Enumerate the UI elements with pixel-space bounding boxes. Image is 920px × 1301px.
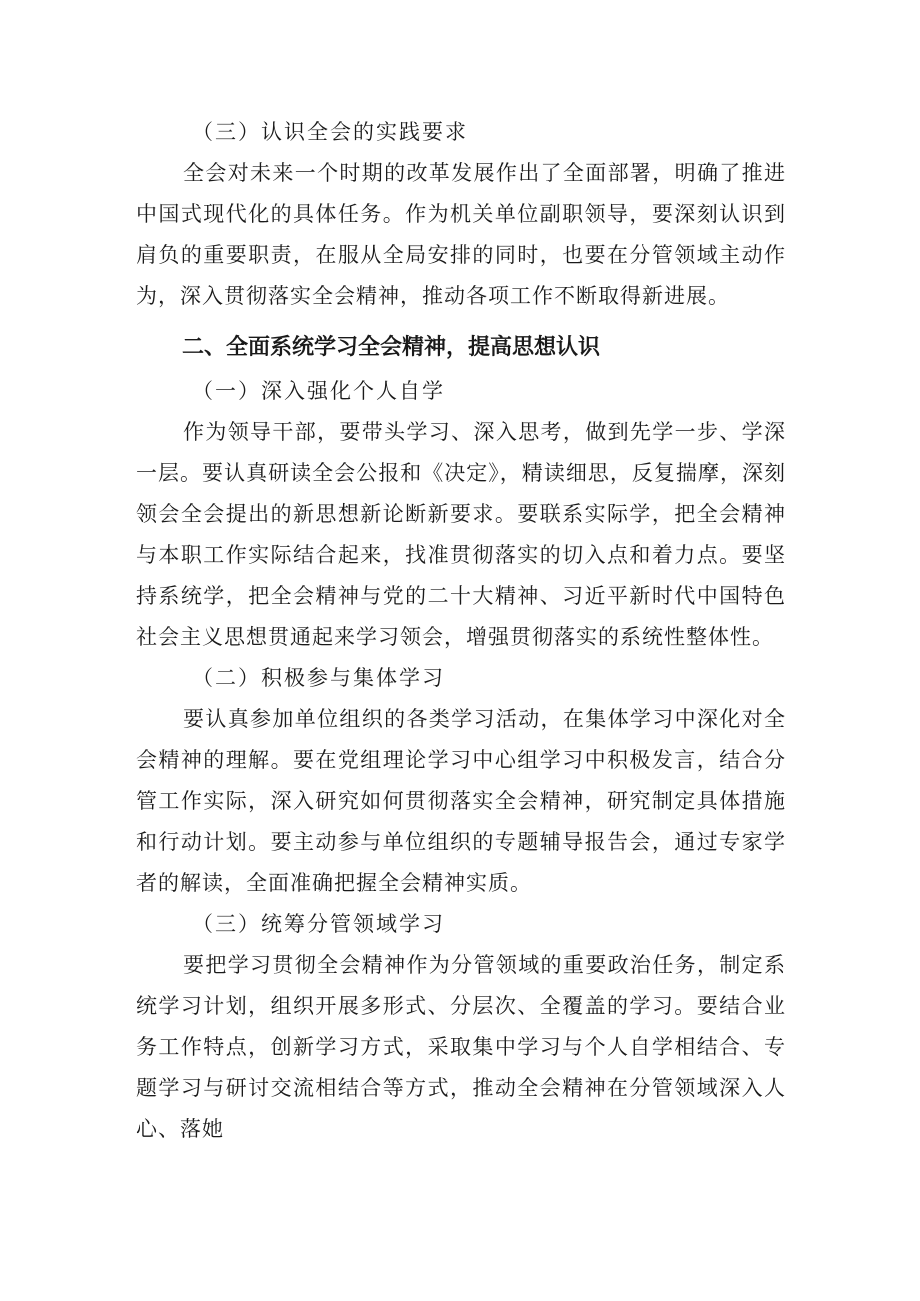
paragraph-practice-requirements: 全会对未来一个时期的改革发展作出了全面部署，明确了推进中国式现代化的具体任务。作为机关单位副职领导，要深刻认识到肩负的重要职责，在服从全局安排的同时，也要在分管领域主动作为，深入贯彻落实全会精神，推动各项工作不断取得新进展。 [136,161,786,308]
paragraph-group-study: 要认真参加单位组织的各类学习活动，在集体学习中深化对全会精神的理解。要在党组理论学习中心组学习中积极发言，结合分管工作实际，深入研究如何贯彻落实全会精神，研究制定具体措施和行动计划。要主动参与单位组织的专题辅导报告会，通过专家学者的解读，全面准确把握全会精神实质。 [136,707,786,895]
paragraph-domain-study: 要把学习贯彻全会精神作为分管领域的重要政治任务，制定系统学习计划，组织开展多形式、分层次、全覆盖的学习。要结合业务工作特点，创新学习方式，采取集中学习与个人自学相结合、专题学习与研讨交流相结合等方式，推动全会精神在分管领域深入人心、落她 [136,953,786,1141]
spacer [136,317,786,325]
subsection-heading-group-study: （二）积极参与集体学习 [192,666,445,690]
paragraph-self-study: 作为领导干部，要带头学习、深入思考，做到先学一步、学深一层。要认真研读全会公报和《决定》，精读细思，反复揣摩，深刻领会全会提出的新思想新论断新要求。要联系实际学，把全会精神与本职工作实际结合起来，找准贯彻落实的切入点和着力点。要坚持系统学，把全会精神与党的二十大精神、习近平新时代中国特色社会主义思想贯通起来学习领会，增强贯彻落实的系统性整体性。 [136,420,786,649]
subsection-heading-practice-requirements: （三）认识全会的实践要求 [192,120,468,144]
subsection-heading-self-study: （一）深入强化个人自学 [192,379,445,403]
subsection-heading-domain-study: （三）统筹分管领域学习 [192,912,445,936]
document-body [136,112,786,1150]
section-heading-study-spirit: 二、全面系统学习全会精神，提高思想认识 [182,335,601,360]
